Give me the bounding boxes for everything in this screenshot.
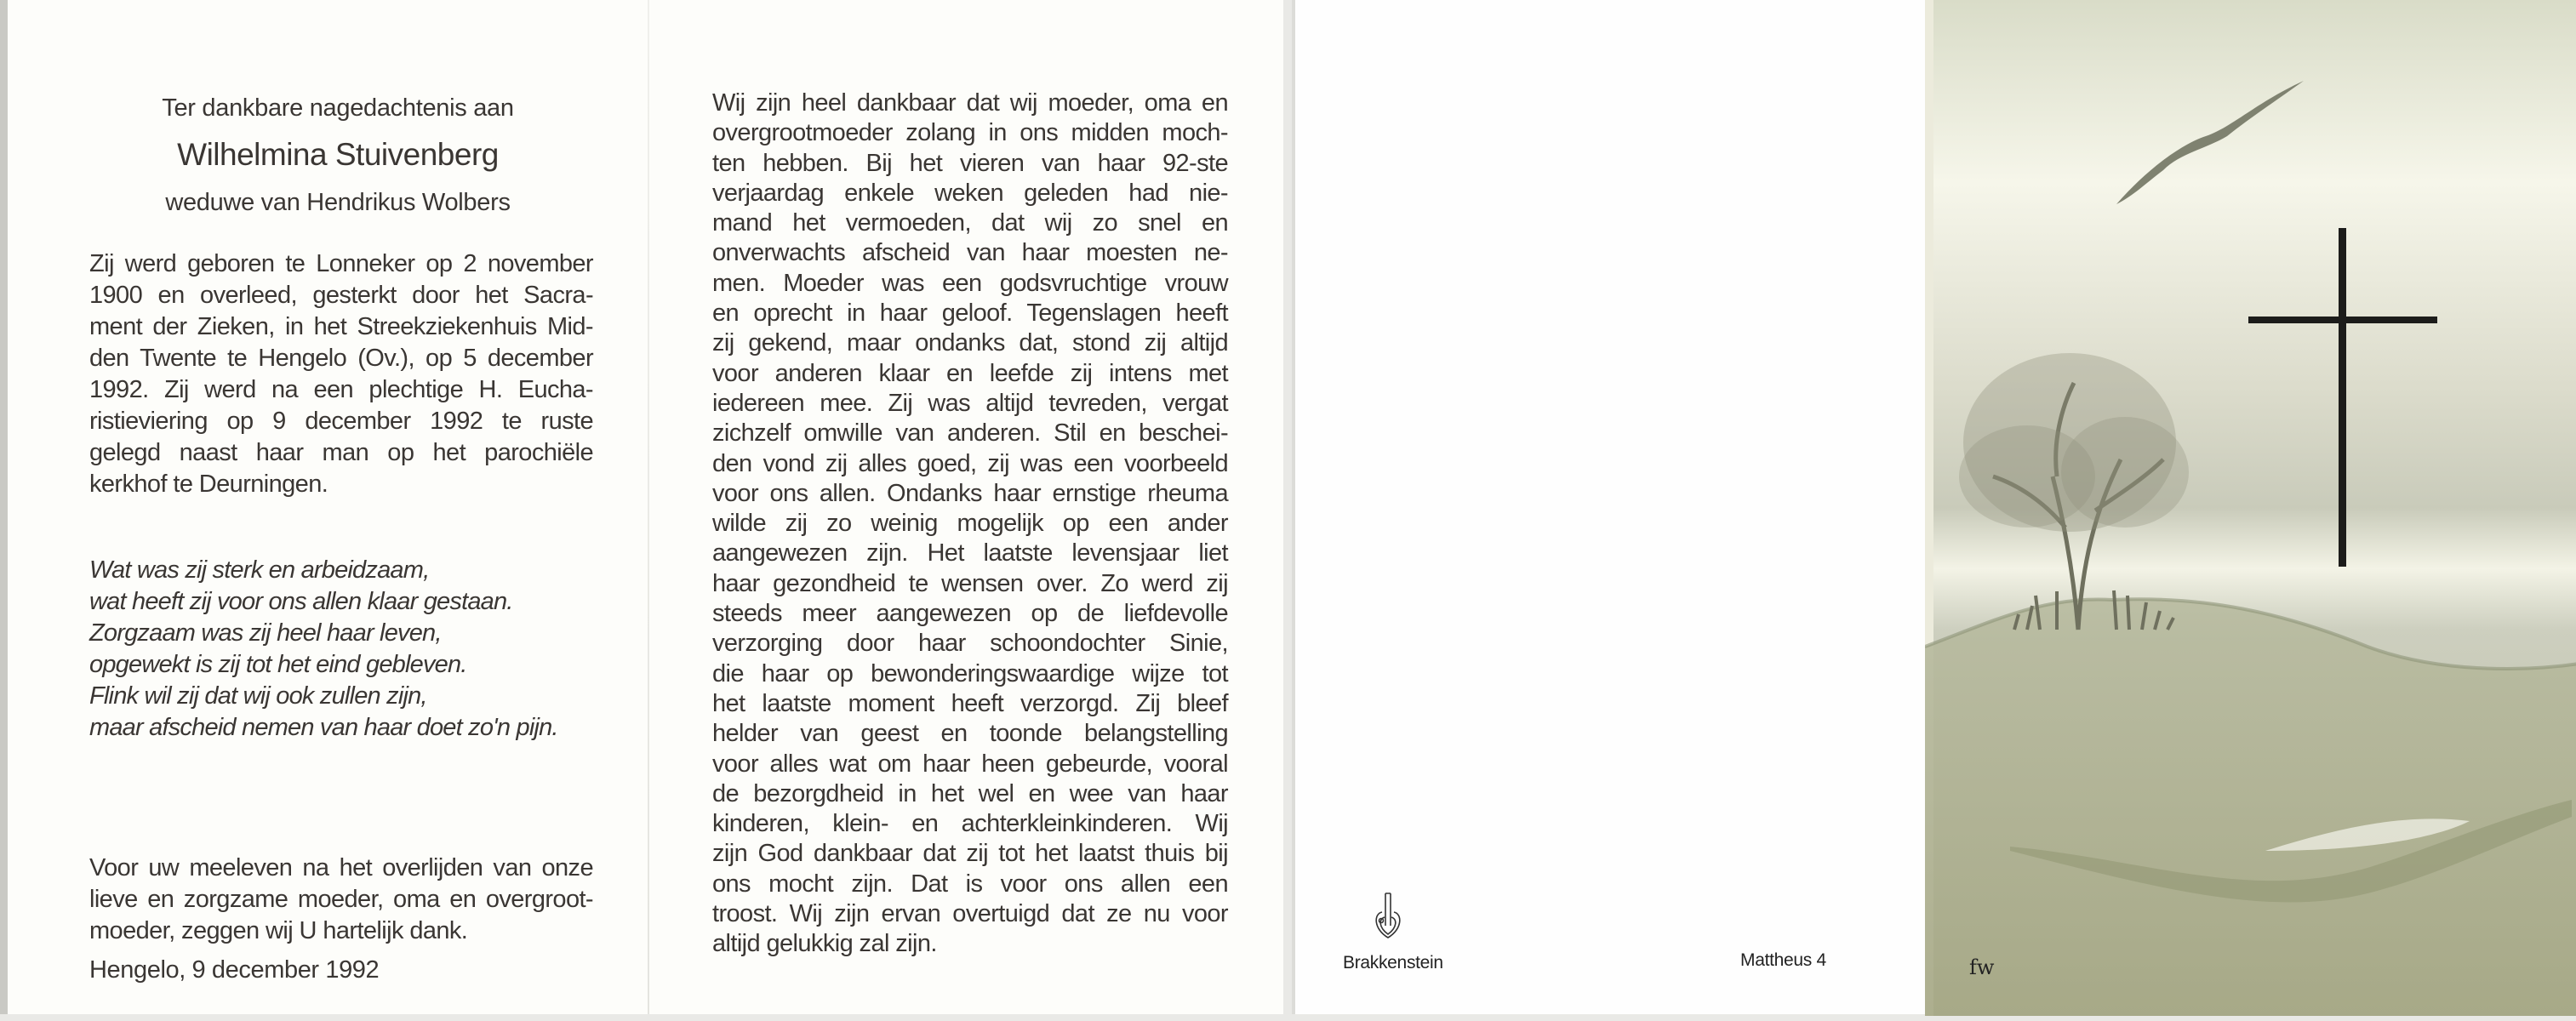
text-line: Voor uw meeleven na het overlijden van onze bbox=[89, 854, 593, 881]
text-line: aangewezen zijn. Het laatste levensjaar liet bbox=[712, 539, 1228, 568]
text-line: zijn God dankbaar dat zij tot het laatst thuis bij bbox=[712, 840, 1228, 868]
text-line: opgewekt is zij tot het eind gebleven. bbox=[89, 651, 467, 678]
text-line: maar afscheid nemen van haar doet zo'n pijn. bbox=[89, 714, 558, 741]
tribute-paragraph bbox=[712, 88, 1228, 960]
place-date: Hengelo, 9 december 1992 bbox=[89, 956, 380, 984]
text-line: ristieviering op 9 december 1992 te ruste bbox=[89, 408, 593, 435]
memorial-card-inside bbox=[0, 0, 1283, 1014]
text-line: mand het vermoeden, dat wij zo snel en bbox=[712, 209, 1228, 237]
text-line: onverwachts afscheid van haar moesten ne- bbox=[712, 239, 1228, 267]
text-line: Zij werd geboren te Lonneker op 2 november bbox=[89, 250, 593, 277]
text-line: het laatste moment heeft verzorgd. Zij bleef bbox=[712, 689, 1228, 717]
artist-signature: fw bbox=[1969, 955, 1995, 979]
poem bbox=[89, 555, 617, 744]
bible-reference: Mattheus 4 bbox=[1740, 950, 1826, 970]
text-line: 1992. Zij werd na een plechtige H. Eucha- bbox=[89, 376, 593, 403]
text-line: en oprecht in haar geloof. Tegenslagen heeft bbox=[712, 299, 1228, 328]
text-line: gelegd naast haar man op het parochiële bbox=[89, 439, 593, 466]
text-line: voor alles wat om haar heen gebeurde, vooral bbox=[712, 750, 1228, 778]
text-line: 1900 en overleed, gesterkt door het Sacra- bbox=[89, 282, 593, 309]
text-line: verzorging door haar schoondochter Sinie, bbox=[712, 630, 1228, 658]
text-line: altijd gelukkig zal zijn. bbox=[712, 930, 937, 958]
text-line: haar gezondheid te wensen over. Zo werd zij bbox=[712, 569, 1228, 597]
widow-of-text: weduwe van Hendrikus Wolbers bbox=[165, 189, 511, 216]
text-line: ons mocht zijn. Dat is voor ons allen een bbox=[712, 870, 1228, 898]
brakkenstein-logo-icon bbox=[1372, 892, 1406, 941]
text-line: voor anderen klaar en leefde zij intens met bbox=[712, 359, 1228, 387]
text-line: troost. Wij zijn ervan overtuigd dat ze nu voor bbox=[712, 900, 1228, 928]
thanks-paragraph bbox=[89, 853, 593, 947]
text-line: ten hebben. Bij het vieren van haar 92-ste bbox=[712, 149, 1228, 177]
text-line: zij gekend, maar ondanks dat, stond zij altijd bbox=[712, 329, 1228, 357]
text-line: lieve en zorgzame moeder, oma en overgroot- bbox=[89, 886, 593, 913]
deceased-name: Wilhelmina Stuivenberg bbox=[177, 137, 499, 172]
text-line: overgrootmoeder zolang in ons midden moch- bbox=[712, 119, 1228, 147]
text-line: de bezorgdheid in het wel en wee van haar bbox=[712, 779, 1228, 807]
text-line: die haar op bewonderingswaardige wijze tot bbox=[712, 659, 1228, 687]
text-line: den Twente te Hengelo (Ov.), op 5 december bbox=[89, 345, 593, 372]
publisher-name: Brakkenstein bbox=[1343, 953, 1443, 973]
text-line: iedereen mee. Zij was altijd tevreden, vergat bbox=[712, 389, 1228, 417]
text-line: ment der Zieken, in het Streekziekenhuis Mid- bbox=[89, 313, 593, 340]
biography-paragraph bbox=[89, 248, 593, 500]
text-line: steeds meer aangewezen op de liefdevolle bbox=[712, 600, 1228, 628]
text-line: den vond zij alles goed, zij was een voorbeeld bbox=[712, 449, 1228, 477]
middle-page bbox=[712, 88, 1231, 960]
text-line: wat heeft zij voor ons allen klaar gestaan. bbox=[89, 588, 513, 615]
text-line: verjaardag enkele weken geleden had nie- bbox=[712, 179, 1228, 207]
text-line: voor ons allen. Ondanks haar ernstige rheuma bbox=[712, 479, 1228, 507]
text-line: kerkhof te Deurningen. bbox=[89, 471, 328, 498]
text-line: moeder, zeggen wij U hartelijk dank. bbox=[89, 917, 468, 944]
cover-painting bbox=[1925, 0, 2576, 1016]
text-line: Wij zijn heel dankbaar dat wij moeder, oma en bbox=[712, 89, 1228, 117]
text-line: men. Moeder was een godsvruchtige vrouw bbox=[712, 269, 1228, 297]
fold-line bbox=[648, 0, 649, 1014]
text-line: kinderen, klein- en achterkleinkinderen. Wij bbox=[712, 810, 1228, 838]
text-line: zichzelf omwille van anderen. Stil en beschei- bbox=[712, 419, 1228, 448]
text-line: Zorgzaam was zij heel haar leven, bbox=[89, 619, 442, 647]
text-line: helder van geest en toonde belangstelling bbox=[712, 720, 1228, 748]
text-line: Wat was zij sterk en arbeidzaam, bbox=[89, 556, 430, 584]
text-line: wilde zij zo weinig mogelijk op een ander bbox=[712, 510, 1228, 538]
intro-text: Ter dankbare nagedachtenis aan bbox=[162, 94, 514, 122]
memorial-card-outside bbox=[1292, 0, 2576, 1014]
text-line: Flink wil zij dat wij ook zullen zijn, bbox=[89, 682, 427, 710]
